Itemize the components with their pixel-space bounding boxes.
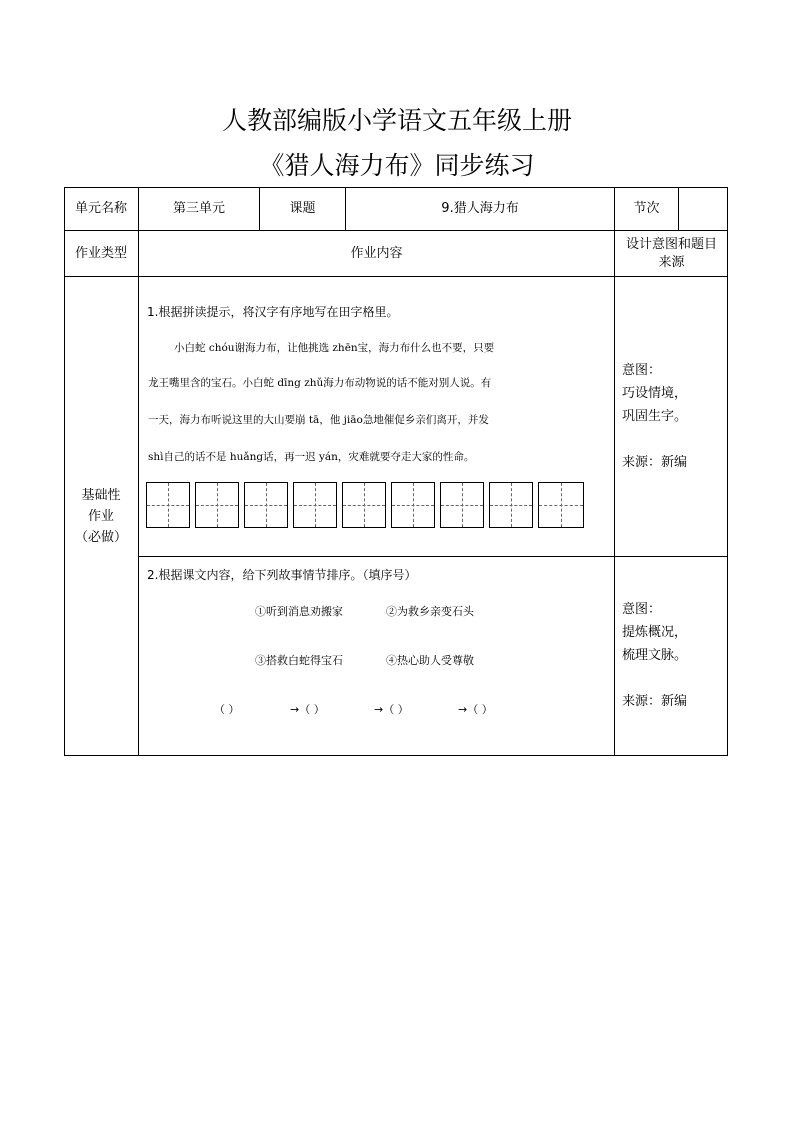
category-line1: 基础性: [81, 488, 121, 503]
period-label: 节次: [633, 201, 660, 216]
q2-prompt: 2.根据课文内容，给下列故事情节排序。（填序号）: [147, 568, 417, 582]
lesson-value: 9.猎人海力布: [441, 201, 519, 216]
q2-intent-line: 提炼概况，: [622, 625, 688, 640]
table-rule: [64, 276, 728, 277]
content-column-header: 作业内容: [350, 245, 403, 261]
category-line2: 作业: [87, 509, 114, 524]
lesson-label: 课题: [289, 201, 316, 216]
q2-source: 来源：新编: [622, 694, 688, 709]
unit-value: 第三单元: [172, 201, 225, 216]
q1-passage-line: shì自己的话不是 huǎng话，再一迟 yán，灾难就要夺走大家的性命。: [148, 451, 475, 463]
q2-option: ①听到消息劝搬家: [255, 605, 343, 618]
tianzige-box[interactable]: [146, 482, 190, 528]
tianzige-box[interactable]: [489, 482, 533, 528]
q1-prompt: 1.根据拼读提示，将汉字有序地写在田字格里。: [147, 305, 399, 319]
q2-intent: [622, 598, 687, 713]
q2-answer-slot[interactable]: →（ ）: [290, 703, 325, 716]
design-header-line1: 设计意图和题目: [625, 236, 717, 252]
tianzige-box[interactable]: [293, 482, 337, 528]
q2-intent-label: 意图：: [622, 602, 662, 617]
tianzige-box[interactable]: [244, 482, 288, 528]
q2-option: ②为救乡亲变石头: [386, 605, 474, 618]
q2-option: ③搭救白蛇得宝石: [255, 654, 343, 667]
q1-intent-line: 巧设情境，: [622, 386, 688, 401]
tianzige-box[interactable]: [391, 482, 435, 528]
table-rule: [138, 556, 728, 557]
q2-answer-slot[interactable]: →（ ）: [374, 703, 409, 716]
q2-answer-slot[interactable]: →（ ）: [458, 703, 493, 716]
design-header-line2: 来源: [658, 254, 685, 270]
tianzige-box[interactable]: [195, 482, 239, 528]
tianzige-box[interactable]: [342, 482, 386, 528]
document-title-line1: 人教部编版小学语文五年级上册: [221, 106, 572, 135]
unit-label: 单元名称: [74, 201, 127, 216]
q1-passage-line: 龙王嘴里含的宝石。小白蛇 dīng zhǔ海力布动物说的话不能对别人说。有: [148, 377, 492, 389]
q2-option: ④热心助人受尊敬: [386, 654, 474, 667]
category-line3: （必做）: [74, 530, 127, 545]
q1-passage-line: 一天，海力布听说这里的大山要崩 tā，他 jiāo急地催促乡亲们离开，并发: [148, 414, 489, 426]
design-column-header: [615, 231, 728, 276]
type-column-header: 作业类型: [74, 245, 127, 261]
category-label: [64, 277, 138, 756]
q1-passage-line: 小白蛇 chóu谢海力布，让他挑选 zhēn宝，海力布什么也不要，只要: [174, 342, 495, 354]
tianzige-writing-grid[interactable]: [146, 482, 586, 528]
q1-intent-line: 巩固生字。: [622, 409, 688, 424]
q1-intent-label: 意图：: [622, 363, 662, 378]
tianzige-box[interactable]: [538, 482, 584, 528]
q1-source: 来源：新编: [622, 455, 688, 470]
q1-intent: [622, 359, 687, 474]
period-value: [679, 188, 728, 230]
document-title-line2: 《猎人海力布》同步练习: [259, 151, 535, 180]
q2-answer-slot[interactable]: （ ）: [214, 703, 240, 716]
q2-intent-line: 梳理文脉。: [622, 648, 688, 663]
tianzige-box[interactable]: [440, 482, 484, 528]
